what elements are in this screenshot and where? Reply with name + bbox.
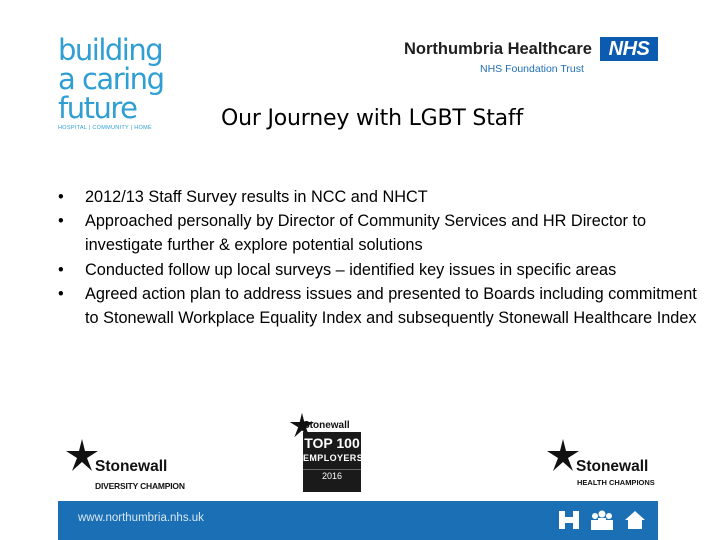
logo-line-1: building [58, 33, 163, 67]
badge-subtitle: HEALTH CHAMPIONS [577, 478, 655, 487]
bullet-icon: • [58, 260, 64, 279]
stonewall-star-icon [546, 438, 580, 472]
home-icon [624, 510, 646, 530]
slide-title: Our Journey with LGBT Staff [221, 106, 523, 131]
trust-name: Northumbria Healthcare [404, 40, 592, 58]
logo-line-3: future [58, 91, 137, 125]
bullet-item [58, 258, 698, 282]
trust-subtitle: NHS Foundation Trust [480, 63, 584, 75]
nhs-badge: NHS [600, 37, 658, 61]
top100-line2: EMPLOYERS [303, 453, 364, 463]
community-icon [589, 510, 615, 530]
bullet-icon: • [58, 212, 64, 231]
northumbria-logo [402, 37, 662, 77]
top100-year: 2016 [303, 469, 361, 482]
badge-subtitle: DIVERSITY CHAMPION [95, 481, 185, 491]
top100-box [303, 432, 364, 492]
bullet-text: 2012/13 Staff Survey results in NCC and NHCT [85, 188, 428, 206]
badge-brand: Stonewall [95, 458, 168, 475]
stonewall-diversity-champion-badge [65, 438, 185, 496]
bullet-item [58, 209, 698, 257]
badge-brand: Stonewall [303, 420, 350, 431]
bullet-text: Conducted follow up local surveys – identified key issues in specific areas [85, 260, 617, 279]
stonewall-health-champions-badge [546, 438, 666, 496]
footer-icons [558, 510, 646, 530]
bullet-icon: • [58, 284, 64, 303]
bullet-text: Agreed action plan to address issues and presented to Boards including commitment to Stonewall Workplace Equality Index and subsequently Stonewall Healthcare Index [85, 284, 697, 328]
bullet-item [58, 185, 698, 209]
footer-url[interactable]: www.northumbria.nhs.uk [78, 512, 204, 524]
hospital-icon [558, 510, 580, 530]
bullet-text: Approached personally by Director of Community Services and HR Director to investigate further & explore potential solutions [85, 212, 647, 255]
bullet-item [58, 282, 698, 330]
stonewall-star-icon [65, 438, 99, 472]
logo-line-2: a caring [58, 62, 164, 96]
footer-bar [58, 501, 658, 540]
stonewall-top100-badge [289, 412, 365, 492]
bullet-icon: • [58, 188, 64, 206]
bullet-list [58, 185, 698, 330]
logo-tagline: HOSPITAL | COMMUNITY | HOME [58, 125, 152, 131]
top100-line1: TOP 100 [304, 435, 360, 451]
building-a-caring-future-logo [58, 33, 178, 131]
badge-brand: Stonewall [576, 458, 649, 475]
